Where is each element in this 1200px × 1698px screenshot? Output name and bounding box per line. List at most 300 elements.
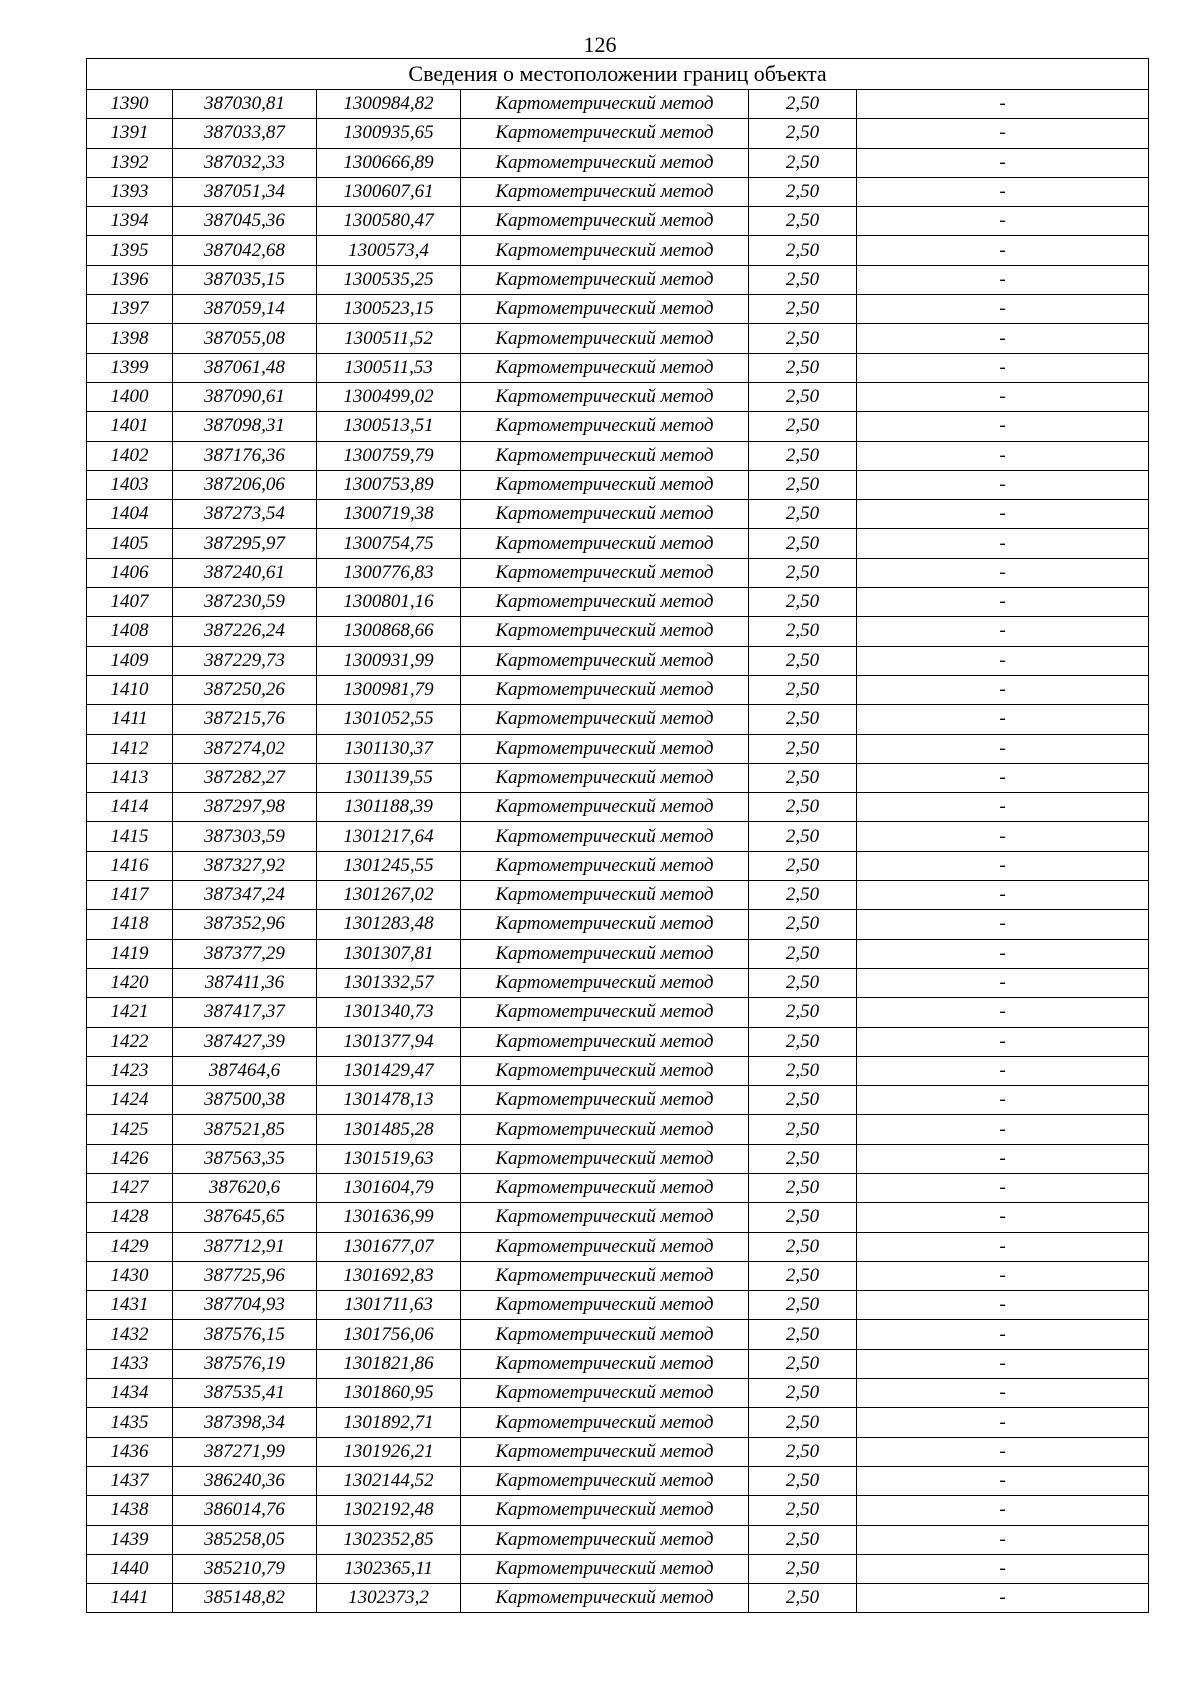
table-row	[87, 968, 1149, 997]
x-coordinate-cell: 386014,76	[173, 1496, 317, 1525]
point-number-cell: 1433	[87, 1349, 173, 1378]
method-cell: Картометрический метод	[461, 441, 749, 470]
point-number-cell: 1396	[87, 265, 173, 294]
method-cell: Картометрический метод	[461, 646, 749, 675]
x-coordinate-cell: 387521,85	[173, 1115, 317, 1144]
description-cell: -	[857, 1173, 1149, 1202]
accuracy-cell: 2,50	[749, 793, 857, 822]
table-row	[87, 500, 1149, 529]
method-cell: Картометрический метод	[461, 470, 749, 499]
description-cell: -	[857, 207, 1149, 236]
accuracy-cell: 2,50	[749, 324, 857, 353]
point-number-cell: 1393	[87, 177, 173, 206]
method-cell: Картометрический метод	[461, 324, 749, 353]
description-cell: -	[857, 295, 1149, 324]
x-coordinate-cell: 387230,59	[173, 588, 317, 617]
point-number-cell: 1416	[87, 851, 173, 880]
accuracy-cell: 2,50	[749, 1144, 857, 1173]
description-cell: -	[857, 529, 1149, 558]
y-coordinate-cell: 1301307,81	[317, 939, 461, 968]
table-row	[87, 1554, 1149, 1583]
y-coordinate-cell: 1301130,37	[317, 734, 461, 763]
table-row	[87, 470, 1149, 499]
y-coordinate-cell: 1301485,28	[317, 1115, 461, 1144]
method-cell: Картометрический метод	[461, 1056, 749, 1085]
point-number-cell: 1429	[87, 1232, 173, 1261]
accuracy-cell: 2,50	[749, 295, 857, 324]
y-coordinate-cell: 1300776,83	[317, 558, 461, 587]
description-cell: -	[857, 1320, 1149, 1349]
description-cell: -	[857, 1379, 1149, 1408]
point-number-cell: 1430	[87, 1261, 173, 1290]
y-coordinate-cell: 1300580,47	[317, 207, 461, 236]
y-coordinate-cell: 1300523,15	[317, 295, 461, 324]
description-cell: -	[857, 646, 1149, 675]
description-cell: -	[857, 881, 1149, 910]
x-coordinate-cell: 387725,96	[173, 1261, 317, 1290]
method-cell: Картометрический метод	[461, 1086, 749, 1115]
description-cell: -	[857, 382, 1149, 411]
description-cell: -	[857, 500, 1149, 529]
description-cell: -	[857, 90, 1149, 119]
table-row	[87, 675, 1149, 704]
x-coordinate-cell: 387061,48	[173, 353, 317, 382]
description-cell: -	[857, 119, 1149, 148]
x-coordinate-cell: 387563,35	[173, 1144, 317, 1173]
description-cell: -	[857, 1232, 1149, 1261]
description-cell: -	[857, 763, 1149, 792]
point-number-cell: 1405	[87, 529, 173, 558]
table-row	[87, 1584, 1149, 1613]
method-cell: Картометрический метод	[461, 236, 749, 265]
method-cell: Картометрический метод	[461, 1232, 749, 1261]
point-number-cell: 1390	[87, 90, 173, 119]
table-row	[87, 1173, 1149, 1202]
table-row	[87, 177, 1149, 206]
y-coordinate-cell: 1300754,75	[317, 529, 461, 558]
method-cell: Картометрический метод	[461, 558, 749, 587]
accuracy-cell: 2,50	[749, 1466, 857, 1495]
x-coordinate-cell: 387500,38	[173, 1086, 317, 1115]
method-cell: Картометрический метод	[461, 500, 749, 529]
table-title-row	[87, 59, 1149, 90]
point-number-cell: 1425	[87, 1115, 173, 1144]
y-coordinate-cell: 1302352,85	[317, 1525, 461, 1554]
point-number-cell: 1392	[87, 148, 173, 177]
x-coordinate-cell: 387377,29	[173, 939, 317, 968]
table-row	[87, 353, 1149, 382]
table-row	[87, 119, 1149, 148]
description-cell: -	[857, 617, 1149, 646]
y-coordinate-cell: 1300607,61	[317, 177, 461, 206]
y-coordinate-cell: 1301677,07	[317, 1232, 461, 1261]
description-cell: -	[857, 1086, 1149, 1115]
method-cell: Картометрический метод	[461, 119, 749, 148]
table-title: Сведения о местоположении границ объекта	[87, 59, 1149, 90]
table-row	[87, 881, 1149, 910]
method-cell: Картометрический метод	[461, 1554, 749, 1583]
point-number-cell: 1415	[87, 822, 173, 851]
y-coordinate-cell: 1301429,47	[317, 1056, 461, 1085]
y-coordinate-cell: 1301926,21	[317, 1437, 461, 1466]
point-number-cell: 1411	[87, 705, 173, 734]
y-coordinate-cell: 1300511,53	[317, 353, 461, 382]
y-coordinate-cell: 1301519,63	[317, 1144, 461, 1173]
y-coordinate-cell: 1300573,4	[317, 236, 461, 265]
table-row	[87, 265, 1149, 294]
description-cell: -	[857, 1203, 1149, 1232]
y-coordinate-cell: 1300513,51	[317, 412, 461, 441]
point-number-cell: 1394	[87, 207, 173, 236]
x-coordinate-cell: 387226,24	[173, 617, 317, 646]
x-coordinate-cell: 387215,76	[173, 705, 317, 734]
table-row	[87, 1496, 1149, 1525]
x-coordinate-cell: 387051,34	[173, 177, 317, 206]
description-cell: -	[857, 910, 1149, 939]
accuracy-cell: 2,50	[749, 1173, 857, 1202]
point-number-cell: 1412	[87, 734, 173, 763]
accuracy-cell: 2,50	[749, 500, 857, 529]
point-number-cell: 1421	[87, 998, 173, 1027]
table-row	[87, 1408, 1149, 1437]
description-cell: -	[857, 558, 1149, 587]
point-number-cell: 1422	[87, 1027, 173, 1056]
description-cell: -	[857, 265, 1149, 294]
description-cell: -	[857, 1437, 1149, 1466]
y-coordinate-cell: 1301283,48	[317, 910, 461, 939]
accuracy-cell: 2,50	[749, 588, 857, 617]
y-coordinate-cell: 1301860,95	[317, 1379, 461, 1408]
point-number-cell: 1423	[87, 1056, 173, 1085]
table-row	[87, 148, 1149, 177]
table-row	[87, 1349, 1149, 1378]
method-cell: Картометрический метод	[461, 705, 749, 734]
accuracy-cell: 2,50	[749, 1261, 857, 1290]
accuracy-cell: 2,50	[749, 148, 857, 177]
method-cell: Картометрический метод	[461, 1496, 749, 1525]
accuracy-cell: 2,50	[749, 1115, 857, 1144]
method-cell: Картометрический метод	[461, 1203, 749, 1232]
accuracy-cell: 2,50	[749, 881, 857, 910]
x-coordinate-cell: 387035,15	[173, 265, 317, 294]
y-coordinate-cell: 1300868,66	[317, 617, 461, 646]
method-cell: Картометрический метод	[461, 295, 749, 324]
accuracy-cell: 2,50	[749, 529, 857, 558]
x-coordinate-cell: 387303,59	[173, 822, 317, 851]
accuracy-cell: 2,50	[749, 763, 857, 792]
point-number-cell: 1409	[87, 646, 173, 675]
point-number-cell: 1420	[87, 968, 173, 997]
point-number-cell: 1402	[87, 441, 173, 470]
description-cell: -	[857, 1496, 1149, 1525]
point-number-cell: 1439	[87, 1525, 173, 1554]
method-cell: Картометрический метод	[461, 1466, 749, 1495]
table-row	[87, 324, 1149, 353]
description-cell: -	[857, 675, 1149, 704]
y-coordinate-cell: 1301340,73	[317, 998, 461, 1027]
y-coordinate-cell: 1301245,55	[317, 851, 461, 880]
description-cell: -	[857, 1554, 1149, 1583]
accuracy-cell: 2,50	[749, 1056, 857, 1085]
table-row	[87, 1466, 1149, 1495]
x-coordinate-cell: 387464,6	[173, 1056, 317, 1085]
x-coordinate-cell: 385148,82	[173, 1584, 317, 1613]
accuracy-cell: 2,50	[749, 207, 857, 236]
description-cell: -	[857, 1261, 1149, 1290]
point-number-cell: 1403	[87, 470, 173, 499]
method-cell: Картометрический метод	[461, 265, 749, 294]
table-row	[87, 90, 1149, 119]
accuracy-cell: 2,50	[749, 1379, 857, 1408]
accuracy-cell: 2,50	[749, 1320, 857, 1349]
accuracy-cell: 2,50	[749, 119, 857, 148]
table-row	[87, 646, 1149, 675]
description-cell: -	[857, 441, 1149, 470]
accuracy-cell: 2,50	[749, 734, 857, 763]
point-number-cell: 1431	[87, 1291, 173, 1320]
x-coordinate-cell: 387176,36	[173, 441, 317, 470]
description-cell: -	[857, 968, 1149, 997]
y-coordinate-cell: 1301267,02	[317, 881, 461, 910]
x-coordinate-cell: 387535,41	[173, 1379, 317, 1408]
y-coordinate-cell: 1301892,71	[317, 1408, 461, 1437]
description-cell: -	[857, 148, 1149, 177]
y-coordinate-cell: 1301604,79	[317, 1173, 461, 1202]
point-number-cell: 1428	[87, 1203, 173, 1232]
y-coordinate-cell: 1301821,86	[317, 1349, 461, 1378]
method-cell: Картометрический метод	[461, 793, 749, 822]
accuracy-cell: 2,50	[749, 705, 857, 734]
y-coordinate-cell: 1300801,16	[317, 588, 461, 617]
method-cell: Картометрический метод	[461, 1173, 749, 1202]
description-cell: -	[857, 705, 1149, 734]
method-cell: Картометрический метод	[461, 588, 749, 617]
accuracy-cell: 2,50	[749, 1203, 857, 1232]
point-number-cell: 1400	[87, 382, 173, 411]
y-coordinate-cell: 1302373,2	[317, 1584, 461, 1613]
x-coordinate-cell: 387271,99	[173, 1437, 317, 1466]
description-cell: -	[857, 822, 1149, 851]
description-cell: -	[857, 470, 1149, 499]
table-row	[87, 207, 1149, 236]
x-coordinate-cell: 387250,26	[173, 675, 317, 704]
accuracy-cell: 2,50	[749, 822, 857, 851]
x-coordinate-cell: 387704,93	[173, 1291, 317, 1320]
table-row	[87, 1291, 1149, 1320]
x-coordinate-cell: 387347,24	[173, 881, 317, 910]
table-row	[87, 1056, 1149, 1085]
y-coordinate-cell: 1301636,99	[317, 1203, 461, 1232]
description-cell: -	[857, 353, 1149, 382]
method-cell: Картометрический метод	[461, 968, 749, 997]
method-cell: Картометрический метод	[461, 148, 749, 177]
method-cell: Картометрический метод	[461, 675, 749, 704]
point-number-cell: 1436	[87, 1437, 173, 1466]
table-row	[87, 588, 1149, 617]
method-cell: Картометрический метод	[461, 382, 749, 411]
y-coordinate-cell: 1301711,63	[317, 1291, 461, 1320]
x-coordinate-cell: 387273,54	[173, 500, 317, 529]
point-number-cell: 1401	[87, 412, 173, 441]
x-coordinate-cell: 387352,96	[173, 910, 317, 939]
y-coordinate-cell: 1300931,99	[317, 646, 461, 675]
point-number-cell: 1437	[87, 1466, 173, 1495]
description-cell: -	[857, 851, 1149, 880]
method-cell: Картометрический метод	[461, 90, 749, 119]
accuracy-cell: 2,50	[749, 617, 857, 646]
x-coordinate-cell: 387090,61	[173, 382, 317, 411]
table-row	[87, 1203, 1149, 1232]
point-number-cell: 1399	[87, 353, 173, 382]
table-row	[87, 529, 1149, 558]
table-row	[87, 382, 1149, 411]
description-cell: -	[857, 412, 1149, 441]
y-coordinate-cell: 1300719,38	[317, 500, 461, 529]
point-number-cell: 1397	[87, 295, 173, 324]
description-cell: -	[857, 1027, 1149, 1056]
accuracy-cell: 2,50	[749, 1408, 857, 1437]
point-number-cell: 1413	[87, 763, 173, 792]
description-cell: -	[857, 177, 1149, 206]
x-coordinate-cell: 387206,06	[173, 470, 317, 499]
point-number-cell: 1438	[87, 1496, 173, 1525]
point-number-cell: 1432	[87, 1320, 173, 1349]
method-cell: Картометрический метод	[461, 734, 749, 763]
table-row	[87, 1437, 1149, 1466]
x-coordinate-cell: 387045,36	[173, 207, 317, 236]
point-number-cell: 1417	[87, 881, 173, 910]
point-number-cell: 1391	[87, 119, 173, 148]
y-coordinate-cell: 1301052,55	[317, 705, 461, 734]
y-coordinate-cell: 1301332,57	[317, 968, 461, 997]
point-number-cell: 1427	[87, 1173, 173, 1202]
method-cell: Картометрический метод	[461, 939, 749, 968]
method-cell: Картометрический метод	[461, 1261, 749, 1290]
point-number-cell: 1408	[87, 617, 173, 646]
y-coordinate-cell: 1301692,83	[317, 1261, 461, 1290]
x-coordinate-cell: 385258,05	[173, 1525, 317, 1554]
table-row	[87, 412, 1149, 441]
y-coordinate-cell: 1300499,02	[317, 382, 461, 411]
method-cell: Картометрический метод	[461, 1349, 749, 1378]
method-cell: Картометрический метод	[461, 881, 749, 910]
accuracy-cell: 2,50	[749, 177, 857, 206]
description-cell: -	[857, 1584, 1149, 1613]
page-number: 126	[583, 32, 617, 57]
accuracy-cell: 2,50	[749, 1349, 857, 1378]
x-coordinate-cell: 387295,97	[173, 529, 317, 558]
description-cell: -	[857, 1349, 1149, 1378]
accuracy-cell: 2,50	[749, 265, 857, 294]
y-coordinate-cell: 1301217,64	[317, 822, 461, 851]
table-row	[87, 236, 1149, 265]
description-cell: -	[857, 1525, 1149, 1554]
point-number-cell: 1435	[87, 1408, 173, 1437]
point-number-cell: 1407	[87, 588, 173, 617]
table-row	[87, 910, 1149, 939]
x-coordinate-cell: 387712,91	[173, 1232, 317, 1261]
x-coordinate-cell: 387645,65	[173, 1203, 317, 1232]
x-coordinate-cell: 387282,27	[173, 763, 317, 792]
method-cell: Картометрический метод	[461, 353, 749, 382]
x-coordinate-cell: 387576,15	[173, 1320, 317, 1349]
x-coordinate-cell: 387327,92	[173, 851, 317, 880]
point-number-cell: 1426	[87, 1144, 173, 1173]
method-cell: Картометрический метод	[461, 1408, 749, 1437]
table-row	[87, 822, 1149, 851]
y-coordinate-cell: 1301756,06	[317, 1320, 461, 1349]
accuracy-cell: 2,50	[749, 236, 857, 265]
y-coordinate-cell: 1300935,65	[317, 119, 461, 148]
accuracy-cell: 2,50	[749, 1086, 857, 1115]
description-cell: -	[857, 1291, 1149, 1320]
table-row	[87, 1379, 1149, 1408]
description-cell: -	[857, 588, 1149, 617]
accuracy-cell: 2,50	[749, 851, 857, 880]
table-row	[87, 793, 1149, 822]
table-row	[87, 1525, 1149, 1554]
method-cell: Картометрический метод	[461, 998, 749, 1027]
x-coordinate-cell: 387055,08	[173, 324, 317, 353]
accuracy-cell: 2,50	[749, 558, 857, 587]
table-row	[87, 734, 1149, 763]
table-row	[87, 441, 1149, 470]
table-row	[87, 1144, 1149, 1173]
point-number-cell: 1395	[87, 236, 173, 265]
y-coordinate-cell: 1300666,89	[317, 148, 461, 177]
x-coordinate-cell: 387032,33	[173, 148, 317, 177]
accuracy-cell: 2,50	[749, 382, 857, 411]
x-coordinate-cell: 387033,87	[173, 119, 317, 148]
y-coordinate-cell: 1300753,89	[317, 470, 461, 499]
point-number-cell: 1398	[87, 324, 173, 353]
accuracy-cell: 2,50	[749, 1232, 857, 1261]
point-number-cell: 1441	[87, 1584, 173, 1613]
method-cell: Картометрический метод	[461, 1525, 749, 1554]
y-coordinate-cell: 1300511,52	[317, 324, 461, 353]
y-coordinate-cell: 1302144,52	[317, 1466, 461, 1495]
x-coordinate-cell: 387576,19	[173, 1349, 317, 1378]
table-row	[87, 1232, 1149, 1261]
accuracy-cell: 2,50	[749, 939, 857, 968]
table-row	[87, 1115, 1149, 1144]
table-row	[87, 558, 1149, 587]
y-coordinate-cell: 1301377,94	[317, 1027, 461, 1056]
description-cell: -	[857, 1115, 1149, 1144]
method-cell: Картометрический метод	[461, 851, 749, 880]
x-coordinate-cell: 387240,61	[173, 558, 317, 587]
description-cell: -	[857, 734, 1149, 763]
method-cell: Картометрический метод	[461, 207, 749, 236]
table-row	[87, 998, 1149, 1027]
table-row	[87, 617, 1149, 646]
accuracy-cell: 2,50	[749, 1554, 857, 1583]
y-coordinate-cell: 1301188,39	[317, 793, 461, 822]
x-coordinate-cell: 387274,02	[173, 734, 317, 763]
description-cell: -	[857, 236, 1149, 265]
accuracy-cell: 2,50	[749, 470, 857, 499]
x-coordinate-cell: 387030,81	[173, 90, 317, 119]
accuracy-cell: 2,50	[749, 1584, 857, 1613]
method-cell: Картометрический метод	[461, 1027, 749, 1056]
method-cell: Картометрический метод	[461, 1379, 749, 1408]
accuracy-cell: 2,50	[749, 998, 857, 1027]
description-cell: -	[857, 998, 1149, 1027]
point-number-cell: 1410	[87, 675, 173, 704]
accuracy-cell: 2,50	[749, 968, 857, 997]
x-coordinate-cell: 387229,73	[173, 646, 317, 675]
accuracy-cell: 2,50	[749, 646, 857, 675]
